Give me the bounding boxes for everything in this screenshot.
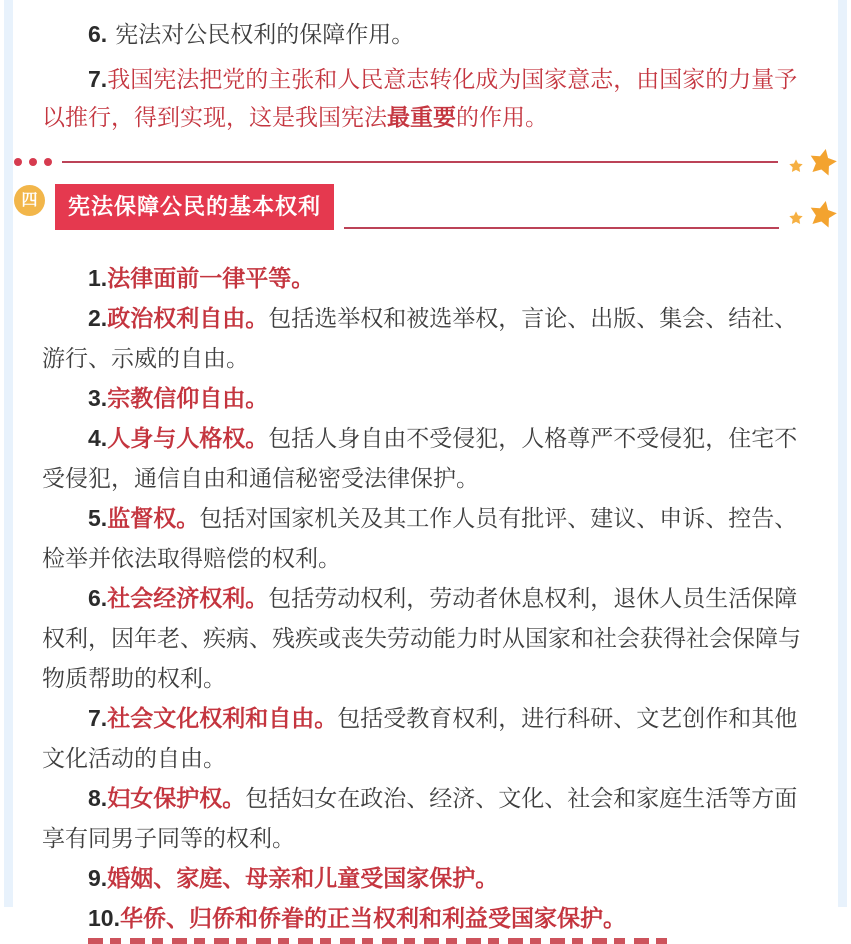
item-desc: 包括妇女在政治、经济、文化、社会和家庭生活等方面享有同男子同等的权利。 xyxy=(42,785,798,851)
rights-item xyxy=(42,858,815,898)
item-lead: 社会文化权利和自由。 xyxy=(107,705,338,731)
item-number: 7. xyxy=(88,705,108,731)
banner-underline xyxy=(344,227,779,229)
item-number: 5. xyxy=(88,505,108,531)
large-star-icon xyxy=(804,143,842,181)
item-lead: 社会经济权利。 xyxy=(107,585,269,611)
rights-item xyxy=(42,498,815,578)
item-desc: 包括人身自由不受侵犯，人格尊严不受侵犯，住宅不受侵犯，通信自由和通信秘密受法律保护。 xyxy=(42,425,798,491)
section-divider xyxy=(14,146,839,178)
dot-icon xyxy=(14,158,22,166)
item-number: 2. xyxy=(88,305,108,331)
item-lead: 华侨、归侨和侨眷的正当权利和利益受国家保护。 xyxy=(119,905,626,931)
item-desc: 包括对国家机关及其工作人员有批评、建议、申诉、控告、检举并依法取得赔偿的权利。 xyxy=(42,505,798,571)
small-star-icon xyxy=(788,210,804,226)
large-star-icon xyxy=(804,195,842,233)
rights-item xyxy=(42,378,815,418)
item-number: 6. xyxy=(88,585,108,611)
section-title-banner xyxy=(55,184,334,230)
item-desc: 包括选举权和被选举权，言论、出版、集会、结社、游行、示威的自由。 xyxy=(42,305,798,371)
star-pair xyxy=(788,198,839,230)
item-desc: 包括劳动权利，劳动者休息权利，退休人员生活保障权利，因年老、疾病、残疾或丧失劳动能力时从国家和社会获得社会保障与物质帮助的权利。 xyxy=(42,585,801,691)
dot-icon xyxy=(29,158,37,166)
section-header xyxy=(21,184,815,230)
item-number: 8. xyxy=(88,785,108,811)
rights-item xyxy=(42,698,815,778)
item-number: 6. xyxy=(88,21,108,47)
rights-item xyxy=(42,578,815,698)
divider-line xyxy=(62,161,778,163)
item-lead: 人身与人格权。 xyxy=(107,425,269,451)
section-title: 宪法保障公民的基本权利 xyxy=(68,194,322,219)
intro-text-6: 宪法对公民权利的保障作用。 xyxy=(115,21,415,47)
item-number: 3. xyxy=(88,385,108,411)
item-number: 10. xyxy=(88,905,120,931)
item-number: 4. xyxy=(88,425,108,451)
intro-text-7-emphasis: 最重要 xyxy=(387,104,456,130)
item-lead: 监督权。 xyxy=(107,505,200,531)
item-number: 7. xyxy=(88,66,108,92)
section-number-badge: 四 xyxy=(14,185,45,216)
dot-icon xyxy=(44,158,52,166)
item-desc: 包括受教育权利，进行科研、文艺创作和其他文化活动的自由。 xyxy=(42,705,798,771)
rights-item xyxy=(42,778,815,858)
intro-paragraph-6 xyxy=(42,14,815,54)
item-number: 9. xyxy=(88,865,108,891)
rights-list xyxy=(42,258,815,938)
item-lead: 妇女保护权。 xyxy=(107,785,246,811)
item-lead: 宗教信仰自由。 xyxy=(107,385,269,411)
small-star-icon xyxy=(788,158,804,174)
divider-dots xyxy=(14,158,52,166)
rights-item xyxy=(42,258,815,298)
item-lead: 法律面前一律平等。 xyxy=(107,265,315,291)
intro-paragraph-7 xyxy=(42,60,815,136)
item-number: 1. xyxy=(88,265,108,291)
rights-item xyxy=(42,898,815,938)
truncated-next-line xyxy=(88,938,676,944)
star-pair xyxy=(788,146,839,178)
item-lead: 婚姻、家庭、母亲和儿童受国家保护。 xyxy=(107,865,499,891)
intro-text-7-pre: 我国宪法把党的主张和人民意志转化成为国家意志，由国家的力量予以推行，得到实现，这是我国宪法 xyxy=(42,66,798,130)
rights-item xyxy=(42,418,815,498)
intro-text-7-post: 的作用。 xyxy=(456,104,548,130)
item-lead: 政治权利自由。 xyxy=(107,305,269,331)
rights-item xyxy=(42,298,815,378)
